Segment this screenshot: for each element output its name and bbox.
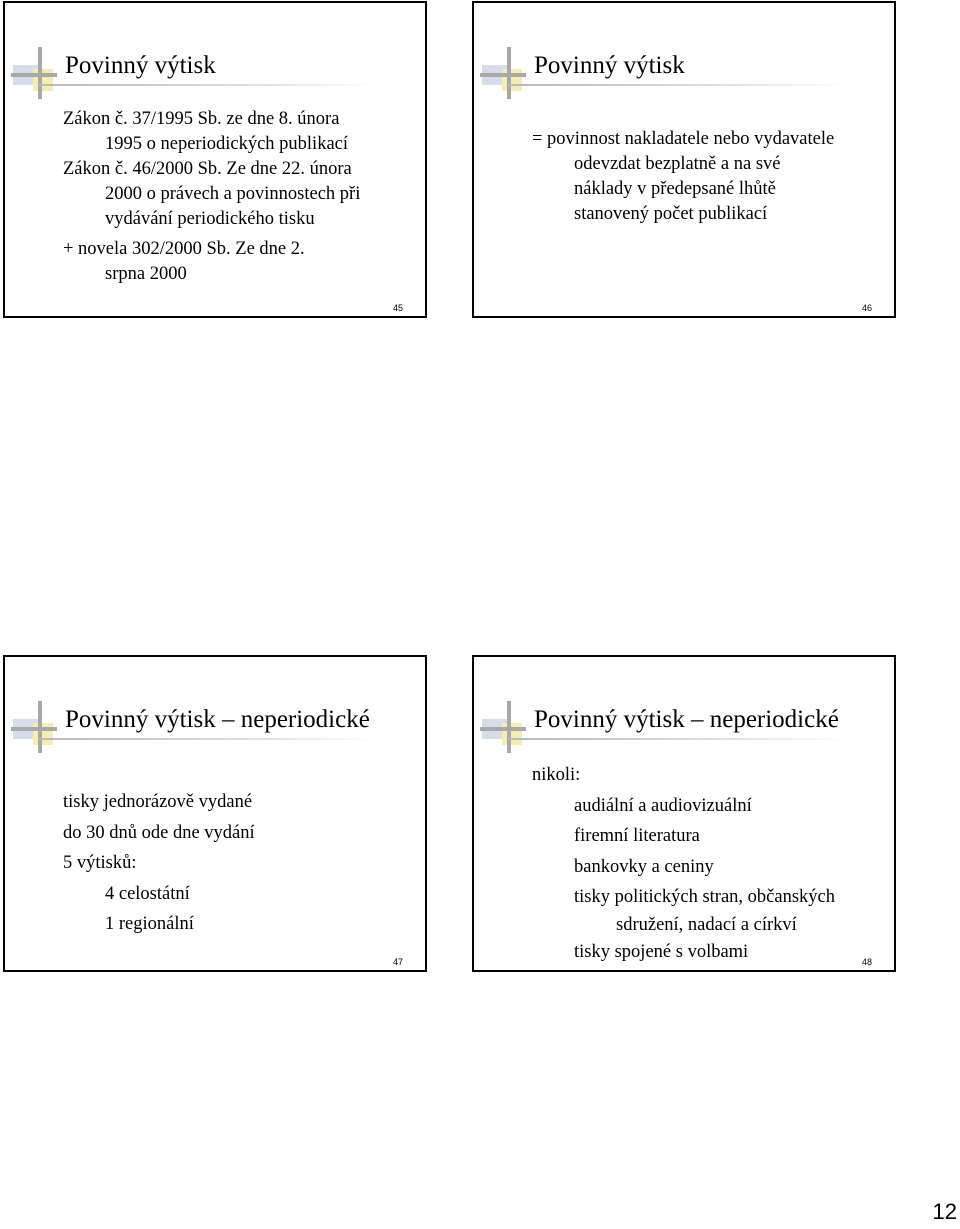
slide-body xyxy=(532,760,835,967)
slide-number: 45 xyxy=(392,303,403,313)
body-line: bankovky a ceniny xyxy=(574,856,714,877)
title-underline xyxy=(39,738,379,740)
body-line: stanovený počet publikací xyxy=(574,204,768,224)
body-line: srpna 2000 xyxy=(105,264,187,284)
body-line: 5 výtisků: xyxy=(63,853,137,873)
slide-title: Povinný výtisk – neperiodické xyxy=(534,706,839,733)
body-line: tisky politických stran, občanských xyxy=(574,887,836,907)
body-line: 1995 o neperiodických publikací xyxy=(105,134,349,154)
title-underline xyxy=(39,84,379,86)
slide-title: Povinný výtisk xyxy=(65,52,216,79)
body-line: sdružení, nadací a církví xyxy=(616,914,797,935)
slide-number: 48 xyxy=(861,957,872,967)
slide-45 xyxy=(3,1,427,318)
slide-title: Povinný výtisk xyxy=(534,52,685,79)
body-line: 4 celostátní xyxy=(105,883,190,904)
slide-47 xyxy=(3,655,427,972)
slide-number: 46 xyxy=(861,303,872,313)
body-line: do 30 dnů ode dne vydání xyxy=(63,822,255,843)
body-line: Zákon č. 37/1995 Sb. ze dne 8. února xyxy=(63,109,340,129)
slide-number: 47 xyxy=(392,957,403,967)
page-number: 12 xyxy=(932,1199,957,1224)
slide-decoration-icon xyxy=(480,701,528,753)
slide-body xyxy=(63,107,360,287)
body-line: Zákon č. 46/2000 Sb. Ze dne 22. února xyxy=(63,159,352,179)
body-line: odevzdat bezplatně a na své xyxy=(574,154,781,174)
body-line: 1 regionální xyxy=(105,914,194,934)
body-line: audiální a audiovizuální xyxy=(574,795,752,816)
slide-46 xyxy=(472,1,896,318)
title-underline xyxy=(508,738,848,740)
body-line: tisky jednorázově vydané xyxy=(63,792,253,812)
slide-body xyxy=(532,127,834,227)
body-line: = povinnost nakladatele nebo vydavatele xyxy=(532,129,835,149)
slide-decoration-icon xyxy=(480,47,528,99)
body-line: 2000 o právech a povinnostech při xyxy=(105,184,361,204)
slide-decoration-icon xyxy=(11,47,59,99)
body-line: náklady v předepsané lhůtě xyxy=(574,179,776,199)
body-line: + novela 302/2000 Sb. Ze dne 2. xyxy=(63,239,305,259)
slide-decoration-icon xyxy=(11,701,59,753)
title-underline xyxy=(508,84,848,86)
body-line: tisky spojené s volbami xyxy=(574,941,749,962)
slide-body xyxy=(63,787,255,940)
body-line: nikoli: xyxy=(532,765,581,785)
slide-title: Povinný výtisk – neperiodické xyxy=(65,706,370,733)
body-line: firemní literatura xyxy=(574,826,700,846)
body-line: vydávání periodického tisku xyxy=(105,209,315,229)
slide-48 xyxy=(472,655,896,972)
